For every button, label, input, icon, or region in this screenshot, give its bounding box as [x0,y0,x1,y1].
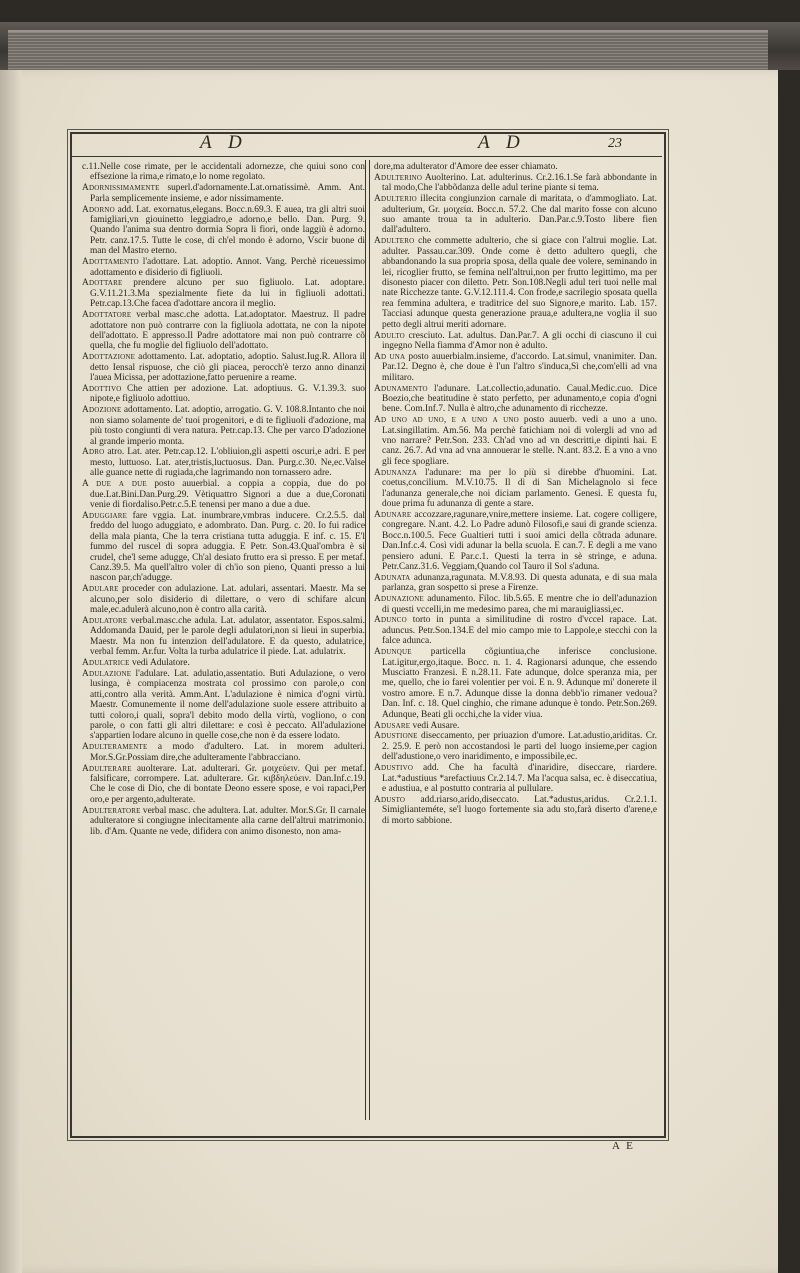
dictionary-entry [82,658,365,668]
dictionary-entry [374,415,657,467]
dictionary-entry [82,584,365,615]
entry-headword: Adunare [374,509,412,520]
right-column [374,162,657,1118]
dictionary-entry [82,205,365,257]
entry-headword: A due a due [82,479,147,490]
entry-headword: Adunazione [374,594,424,605]
entry-headword: Adunco [374,615,407,626]
dictionary-entry [374,236,657,330]
dictionary-entry [374,594,657,615]
dictionary-entry [374,352,657,383]
dictionary-entry [374,731,657,762]
entry-text: l'adunare: ma per lo più si direbbe d'huomini. Lat. coetus,concilium. M.V.10.75. Il dì di San Michelagnolo si fece l'adunanza generale,che noi diciam parlamento. Genesi. E questa fu, doue prima fu adunanza di gente a stare. [382,467,657,509]
entry-text: diseccamento, per priuazion d'umore. Lat.adustio,ariditas. Cr. 2. 25.9. E però non accostandosi le parti del luogo insieme,per cagion dell'adustione,o vero inaridimento, e impossibile,ec. [382,731,657,763]
entry-text: a modo d'adultero. Lat. in morem adulteri. Mor.S.Gr.Possiam dire,che adulteramente l'abbracciano. [90,742,365,763]
dictionary-entry [82,352,365,383]
entry-headword: Adunanza [374,467,417,478]
dictionary-entry [82,616,365,658]
dictionary-entry [82,278,365,309]
dictionary-entry [374,573,657,594]
entry-text: che commette adulterio, che si giace con l'altrui moglie. Lat. adulter. Passau.car.309. Onde come è detto adultero quegli, che abbandonando la sua propria sposa, della quale dee volere, seminando in lei, ricoglier frutto, se femina nell'altrui,non per frutto legittimo, ma per disonesto piacer con diletto. Petr. Son.108.Negli adul teri tuoi nelle mal nate Ricchezze tante. G.V.12.111.4. Con frode,e sacrilegio sposata quella rea femmina adultera, e traditrice del suo Signore,e marito. Lab. 157. Tacciasi adunque questa generazione praua,e adultera,ne voglia il suo petto degli altrui meriti adornare. [382,236,657,330]
entry-text: illecita congiunzion carnale di maritata, o d'ammogliato. Lat. adulterium, Gr. μοιχεία. Bocc.n. 57.2. Che dal marito fosse con alcuno suo amante troua ta in adulterio. Dan.Par.c.9.Tosto libere fien dall'adultero. [382,194,657,236]
dictionary-entry [374,162,657,172]
dictionary-entry [374,647,657,720]
entry-headword: Adozione [82,405,122,416]
entry-text: l'adottare. Lat. adoptio. Annot. Vang. Perchè riceuessimo adottamento e disiderio di figliuoli. [90,257,365,278]
entry-headword: Adulatrice [82,658,130,669]
entry-text: Auolterino. Lat. adulterinus. Cr.2.16.1.Se farà abbondante in tal modo,Che l'abbõdanza delle adul terine piante si tema. [382,172,657,194]
entry-headword: Adunata [374,572,411,583]
dictionary-entry [82,669,365,742]
entry-text: verbal.masc.che adula. Lat. adulator, assentator. Espos.salmi. Addomanda Dauid, per le parole degli adulatori,non si lieui in superbia. Maestr. Ma non fu intenzion dell'adulatore. E da questo, adulatrice, verbal femm. Ar.fur. Volta la turba adulatrice il piede. Lat. adulatrix. [90,615,365,658]
column-rule [365,160,370,1120]
entry-text: add.riarso,arido,diseccato. Lat.*adustus,aridus. Cr.2.1.1. Simiglianteméte, se'l luogo fortemente sia adu sto,farà diserto d'arene,e di morto sabbione. [382,794,657,826]
facing-page-sliver [0,70,22,1273]
entry-text: add. Lat. exornatus,elegans. Bocc.n.69.3. E auea, tra gli altri suoi famigliari,vn giouinetto leggiadro,e adorno,e bello. Dan. Purg. 9. Quando l'anima sua dentro dormia Sopra li fiori, onde laggiù è adorno. Petr. canz.17.5. Tutte le cose, di ch'el mondo è adorno, Vscir buone di man del Mastro eterno. [90,204,365,257]
entry-headword: Adulteratore [82,805,141,816]
entry-headword: Adulare [82,584,119,595]
entry-headword: Adulterio [374,194,417,205]
entry-text: verbal masc. che adultera. Lat. adulter. Mor.S.Gr. Il carnale adulteratore si congiugne inlecitamente alla carne dell'altrui matrimonio. lib. d'Am. Quante ne vede, difidera con animo disonesto, non ama- [90,805,365,837]
dictionary-entry [82,405,365,447]
dictionary-entry [82,764,365,806]
entry-text: vedi Adulatore. [129,658,190,669]
entry-headword: Adottatore [82,310,132,321]
entry-headword: Adottivo [82,384,122,395]
entry-headword: Adornissimamente [82,183,160,194]
entry-headword: Adulatore [82,615,128,626]
entry-text: prendere alcuno per suo figliuolo. Lat. adoptare. G.V.11.21.3.Ma spezialmente fiete da lui in figliuoli adottati. Petr.cap.13.Che facea d'adottare ancora il meglio. [90,278,365,310]
dictionary-entry [374,721,657,731]
dictionary-entry [82,479,365,510]
entry-text: fare vggia. Lat. inumbrare,vmbras inducere. Cr.2.5.5. dal freddo del luogo aduggiato, e adombrato. Dan. Purg. c. 20. Io fui radice della mala pianta, Che la terra cristiana tutta aduggia. E inf. c. 15. E'l fummo del ruscel di sopra aduggia. E Petr. Son.43.Qual'ombra è si crudel, che'l seme adugge, Ch'al desiato frutto era sì presso. E per metaf. Canz.39.5. Ma quell'altro voler di ch'io son pieno, Quanti presso a lui nascon par,ch'adugge. [90,510,365,584]
entry-headword: Adusare [374,720,411,731]
dictionary-entry [82,447,365,478]
entry-headword: Adottare [82,278,123,289]
entry-text: particella cõgiuntiua,che inferisce conclusione. Lat.igitur,ergo,itaque. Bocc. n. 1. 4. Ragionarsi adunque, che essendo Musciatto Franzesi. E n.28.11. Fate adunque, dolce speranza mia, per me, quello, che io farei volentier per voi. E n. 9. Adunque mi' donerete il vostro amore. E n.7. Adunque disse la donna debb'io rimaner vedoua? Dan. Inf. c. 18. Quel cinghio, che rimane adunque è tondo. Petr.Son.269. Adunque, Beati gli occhi,che la vider viua. [382,647,657,720]
entry-text: proceder con adulazione. Lat. adulari, assentari. Maestr. Ma se alcuno,per solo disiderio di dilettare, o vero di schifare alcun male,ec.adulerà alcuno,non è contro alla carità. [90,584,365,616]
left-column [82,162,365,1118]
catchword: A E [612,1140,635,1152]
dictionary-entry [82,806,365,837]
entry-text: adunanza,ragunata. M.V.8.93. Di questa adunata, e di sua mala parlanza, gran sospetto si prese a Firenze. [382,572,657,594]
entry-text: adunamento. Filoc. lib.5.65. E mentre che io dell'adunazion di questi vccelli,in me medesimo parea, che mi marauigliassi,ec. [382,594,657,615]
entry-text: l'adunare. Lat.collectio,adunatio. Caual.Medic.cuo. Dice Boezio,che beatitudine è stato perfetto, per adunamento,e copia d'ogni bene. Com.Inf.7. Nulla è altro,che adunamento di ricchezze. [382,383,657,415]
entry-headword: Ad uno ad uno, e a uno a uno [374,415,519,426]
entry-text: adottamento. Lat. adoptio, arrogatio. G. V. 108.8.Intanto che noi non siamo solamente de' tuoi progenitori, e di te figliuoli d'adozione, ma più tosto congiunti di vera natura. Petr.cap.13. Che per varco D'adozione al grande imperio monta. [90,405,365,447]
entry-text: c.11.Nelle cose rimate, per le accidentali adornezze, che quiui sono con effsezione la rima,e rimato,e lo nome regolato. [82,162,365,183]
entry-headword: Adottazione [82,352,136,363]
entry-text: vedi Ausare. [410,720,460,731]
entry-text: add. Che ha facultà d'inaridire, diseccare, riardere. Lat.*adustiuus *arefactiuus Cr.2.14.7. Ma l'acqua salsa, ec. è diseccatiua, e adustiua, e al postutto contraria al pullulare. [382,763,657,794]
entry-text: l'adulare. Lat. adulatio,assentatio. Buti Adulazione, o vero lusinga, è compiacenza mostrata col prossimo con parole,o con atti,contro alla verità. Amm.Ant. L'adulazione è nimica d'ogni virtù. Maestr. Comunemente il nome dell'adulazione suole essere attribuito a tutti coloro,i quali, sopra'l debito modo della virtù, vogliono, o con parole, o con fatti gli altri dilettare: e così è peccato. All'adulazione s'appartien lodare alcuno in quelle cose,che non è da essere lodato. [90,669,365,742]
entry-headword: Adulto [374,330,405,341]
dictionary-entry [374,173,657,194]
entry-headword: Adustivo [374,763,414,774]
entry-text: cresciuto. Lat. adultus. Dan.Par.7. A gli occhi di ciascuno il cui ingegno Nella fiamma d'Amor non è adulto. [382,330,657,351]
dictionary-entry [82,162,365,183]
running-head-right: A D [478,132,526,153]
header-rule [72,156,662,157]
dictionary-entry [82,310,365,352]
entry-headword: Adro [82,447,105,458]
entry-headword: Adulteramente [82,742,148,753]
entry-text: auolterare. Lat. adulterari. Gr. μοιχεύειν. Qui per metaf. falsificare, corrompere. Lat. adulterare. Gr. κιβδηλεύειν. Dan.Inf.c.19. Che le cose di Dio, che di bontate Deono essere spose, e voi rapaci,Per oro,e per argento,adulterate. [90,763,365,805]
entry-text: adottamento. Lat. adoptatio, adoptio. Salust.Iug.R. Allora il detto Iensal rispuose, che ciò gli piacea, perocch'è terzo anno dinanzi l'auea Micissa, per adottazione,fatto peruenire a reame. [90,352,365,384]
dictionary-entry [374,763,657,794]
dictionary-entry [374,615,657,646]
entry-headword: Ad una [374,351,406,362]
dictionary-entry [374,331,657,352]
entry-text: superl.d'adornamente.Lat.ornatissimè. Amm. Ant. Parla semplicemente insieme, e ador nissimamente. [90,183,365,204]
dictionary-entry [82,257,365,278]
entry-text: torto in punta a similitudine di rostro d'vccel rapace. Lat. aduncus. Petr.Son.134.E del mio campo mie to Lappole,e stecchi con la falce adunca. [382,615,657,647]
page-edges [8,30,768,72]
dictionary-entry [374,510,657,572]
entry-headword: Adustione [374,731,418,742]
entry-headword: Adottamento [82,257,139,268]
entry-text: atro. Lat. ater. Petr.cap.12. L'obliuion,gli aspetti oscuri,e adri. E per mesto, luttuoso. Lat. ater,tristis,luctuosus. Dan. Purg.c.30. Ne,ec.Valse alle guance nette di rugiada,che lagrimando non tornassero adre. [90,447,365,479]
entry-text: posto auuerbial. a coppia a coppia, due do po due.Lat.Bini.Dan.Purg.29. Vètiquattro Signori a due a due,Coronati venie di fiordaliso.Petr.c.5.E tenensi per mano a due a due. [90,479,365,510]
entry-headword: Adorno [82,204,115,215]
dictionary-entry [82,511,365,584]
dictionary-entry [374,194,657,236]
entry-headword: Adulazione [82,669,132,679]
entry-text: posto auuerb. vedi a uno a uno. Lat.singillatim. Am.56. Ma perchè fatichiam noi di volergli ad vno ad vno narrare? Petr.Son. 233. Ch'ad vno ad vn descritti,e dipinti hai. E canz. 26.7. Ad vna ad vna annouerar le stelle. N.ant. 83.2. E a vno a vno gli fece spogliare. [382,415,657,467]
entry-text: Che attien per adozione. Lat. adoptiuus. G. V.1.39.3. suo nipote,e figliuolo adottiuo. [90,384,365,405]
entry-text: posto auuerbialm.insieme, d'accordo. Lat.simul, vnanimiter. Dan. Par.12. Degno è, che doue è l'un l'altro s'induca,Sì che,com'elli ad vna militaro. [382,351,657,383]
dictionary-entry [374,468,657,510]
entry-text: accozzare,ragunare,vnire,mettere insieme. Lat. cogere colligere, congregare. N.ant. 4.2. Lo Padre adunò Filosofi,e saui di grande scienza. Bocc.n.100.5. Fece Gualtieri tutti i suoi amici della cõtrada adunare. Dan.Inf.c.4. Così vidi adunar la bella scuola. E can.7. E degli a me vano pensiero aduni. E Par.c.1. Questi la terra in sè stringe, e aduna. Petr.Canz.31.6. Veggiam,Quando col Tauro il Sol s'aduna. [382,509,657,572]
page-number: 23 [608,136,622,151]
dictionary-entry [82,742,365,763]
entry-text: verbal masc.che adotta. Lat.adoptator. Maestruz. Il padre adottatore non può contrarre con la figliuola adottata, ne con la nipote dell'adottato. E appresso.Il Padre adottatore mai non può contrarre cõ quella, che fu moglie del figliuolo dell'adottato. [90,310,365,352]
entry-headword: Aduggiare [82,510,128,521]
dictionary-entry [82,384,365,405]
entry-headword: Adunque [374,647,412,658]
entry-headword: Adunamento [374,383,428,394]
entry-headword: Adusto [374,794,406,805]
entry-text: dore,ma adulterator d'Amore dee esser chiamato. [374,162,558,172]
running-head-left: A D [200,132,248,153]
dictionary-entry [374,795,657,826]
dictionary-entry [82,183,365,204]
dictionary-entry [374,384,657,415]
entry-headword: Adulterare [82,763,132,774]
entry-headword: Adulterino [374,172,423,183]
entry-headword: Adultero [374,236,415,247]
